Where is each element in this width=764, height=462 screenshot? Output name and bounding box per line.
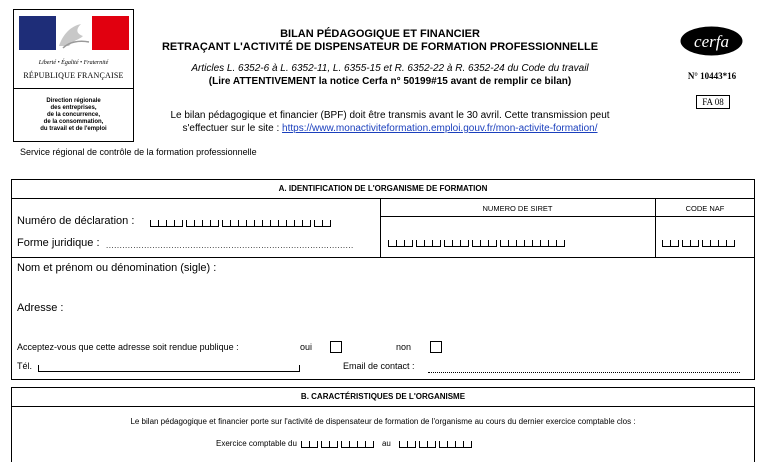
exercice-end-date-field[interactable] xyxy=(399,441,472,448)
form-title-line2: RETRAÇANT L'ACTIVITÉ DE DISPENSATEUR DE FORMATION PROFESSIONNELLE xyxy=(161,41,599,53)
comb-group xyxy=(444,240,469,247)
direction-line: de la consommation, xyxy=(43,119,104,125)
notice-instruction: (Lire ATTENTIVEMENT la notice Cerfa n° 50199#15 avant de remplir ce bilan) xyxy=(208,76,572,87)
bpf-info-prefix: s'effectuer sur le site : xyxy=(182,123,283,134)
email-label: Email de contact : xyxy=(343,361,415,371)
numero-declaration-field[interactable] xyxy=(150,220,331,227)
numero-declaration-label: Numéro de déclaration : xyxy=(17,215,135,227)
comb-group xyxy=(682,240,699,247)
comb-group xyxy=(321,441,338,448)
bpf-website-link[interactable]: https://www.monactiviteformation.emploi.gouv.fr/mon-activite-formation/ xyxy=(282,123,598,134)
bpf-info-line2 xyxy=(150,123,630,134)
comb-group xyxy=(439,441,472,448)
exercice-label: Exercice comptable du xyxy=(216,439,297,448)
service-regional-label: Service régional de contrôle de la formation professionnelle xyxy=(20,147,257,157)
direction-line: Direction régionale xyxy=(46,98,101,104)
comb-group xyxy=(500,240,565,247)
cerfa-logo-text: cerfa xyxy=(694,32,729,51)
marianne-logo-icon xyxy=(19,16,129,58)
comb-group xyxy=(472,240,497,247)
bpf-info-line1: Le bilan pédagogique et financier (BPF) doit être transmis avant le 30 avril. Cette transmission peut xyxy=(170,110,610,121)
form-code-badge: FA 08 xyxy=(696,95,730,109)
tel-label: Tél. xyxy=(17,361,33,371)
oui-checkbox[interactable] xyxy=(330,341,342,353)
forme-juridique-input[interactable]: ........................................................................................... xyxy=(106,241,354,250)
nom-denomination-label: Nom et prénom ou dénomination (sigle) : xyxy=(17,262,217,274)
divider xyxy=(11,257,755,258)
oui-label: oui xyxy=(300,342,313,352)
exercice-row xyxy=(216,439,472,448)
logo-divider xyxy=(13,88,134,89)
form-title-line1: BILAN PÉDAGOGIQUE ET FINANCIER xyxy=(280,28,480,40)
comb-group xyxy=(301,441,318,448)
section-b-title: B. CARACTÉRISTIQUES DE L'ORGANISME xyxy=(11,387,755,407)
public-address-question: Acceptez-vous que cette adresse soit rendue publique : xyxy=(17,342,239,352)
direction-line: de la concurrence, xyxy=(46,112,101,118)
legal-articles: Articles L. 6352-6 à L. 6352-11, L. 6355-15 et R. 6352-22 à R. 6352-24 du Code du travail xyxy=(191,63,589,74)
section-b-text: Le bilan pédagogique et financier porte sur l'activité de dispensateur de formation de l'organisme au cours du dernier exercice comptable clos : xyxy=(130,417,636,426)
direction-line: des entreprises, xyxy=(50,105,97,111)
forme-juridique-label: Forme juridique : xyxy=(17,237,100,249)
direction-line: du travail et de l'emploi xyxy=(40,126,107,132)
comb-group xyxy=(186,220,219,227)
comb-group xyxy=(150,220,183,227)
non-label: non xyxy=(396,342,412,352)
republic-motto: Liberté • Égalité • Fraternité xyxy=(38,60,109,66)
comb-group xyxy=(702,240,735,247)
email-input[interactable] xyxy=(428,372,740,373)
republic-name: RÉPUBLIQUE FRANÇAISE xyxy=(23,71,124,80)
comb-group xyxy=(416,240,441,247)
siret-field[interactable] xyxy=(388,240,565,247)
direction-regionale xyxy=(13,98,134,133)
naf-field[interactable] xyxy=(662,240,735,247)
tel-input[interactable] xyxy=(38,365,300,372)
naf-column-header: CODE NAF xyxy=(685,204,725,213)
divider xyxy=(380,216,755,217)
comb-group xyxy=(388,240,413,247)
au-label: au xyxy=(381,439,391,448)
adresse-label: Adresse : xyxy=(17,302,64,314)
exercice-start-date-field[interactable] xyxy=(301,441,374,448)
non-checkbox[interactable] xyxy=(430,341,442,353)
section-a-title: A. IDENTIFICATION DE L'ORGANISME DE FORMATION xyxy=(11,179,755,199)
comb-group xyxy=(399,441,416,448)
comb-group xyxy=(314,220,331,227)
siret-column-header: NUMERO DE SIRET xyxy=(482,204,553,213)
comb-group xyxy=(419,441,436,448)
cerfa-number: N° 10443*16 xyxy=(687,71,737,81)
comb-group xyxy=(662,240,679,247)
comb-group xyxy=(222,220,311,227)
cerfa-logo-icon xyxy=(680,26,743,56)
comb-group xyxy=(341,441,374,448)
